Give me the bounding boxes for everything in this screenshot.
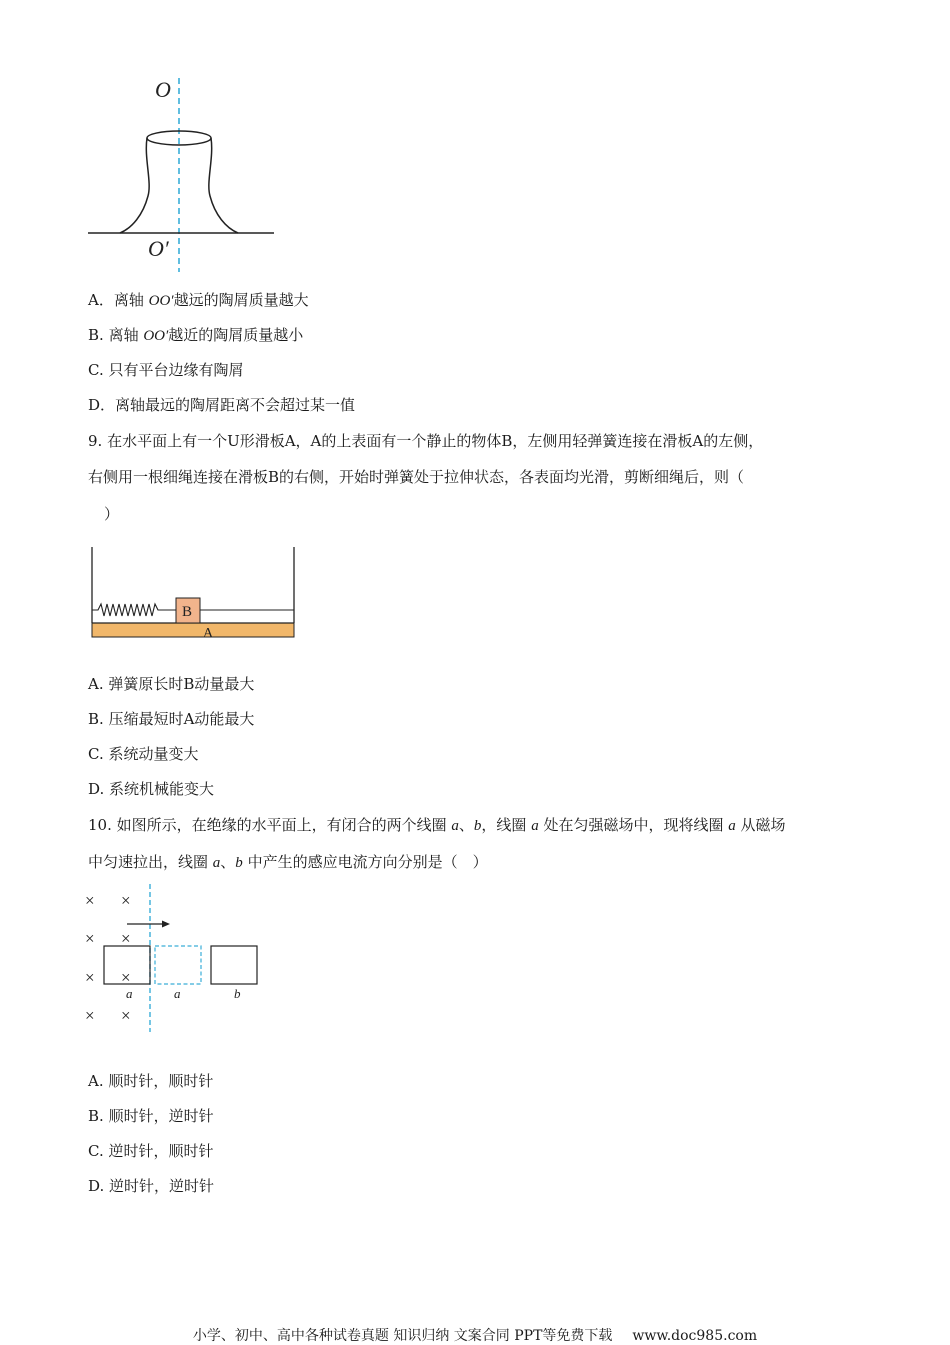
q10-stem-line1: 10. 如图所示，在绝缘的水平面上，有闭合的两个线圈 a、b，线圈 a 处在匀强磁场中，现将线圈 a 从磁场 xyxy=(88,816,786,834)
field-cross: × xyxy=(85,929,95,948)
footer-text: 小学、初中、高中各种试卷真题 知识归纳 文案合同 PPT等免费下载 xyxy=(192,1328,613,1344)
q10-option-d[interactable]: D. 逆时针，逆时针 xyxy=(88,1177,215,1195)
q9-stem-line3: ） xyxy=(104,505,120,523)
q10-option-a[interactable]: A. 顺时针，顺时针 xyxy=(88,1072,214,1090)
field-cross: × xyxy=(121,891,131,910)
board-a xyxy=(92,623,294,637)
coil-a-moved xyxy=(155,946,201,984)
q10-option-b[interactable]: B. 顺时针，逆时针 xyxy=(88,1107,214,1125)
q8-option-a[interactable]: A．离轴 OO′越远的陶屑质量越大 xyxy=(88,291,309,309)
u-board-figure xyxy=(86,543,300,643)
field-cross: × xyxy=(85,891,95,910)
q9-stem-line1: 9. 在水平面上有一个U形滑板A，A的上表面有一个静止的物体B，左侧用轻弹簧连接在滑板A的左侧， xyxy=(88,432,764,450)
coil-a-label: a xyxy=(126,986,133,1001)
q9-option-d[interactable]: D. 系统机械能变大 xyxy=(88,780,215,798)
q9-option-c[interactable]: C. 系统动量变大 xyxy=(88,745,199,763)
q9-stem-line2: 右侧用一根细绳连接在滑板B的右侧，开始时弹簧处于拉伸状态，各表面均光滑，剪断细绳后，则（ xyxy=(88,468,745,486)
q8-option-d[interactable]: D．离轴最远的陶屑距离不会超过某一值 xyxy=(88,396,356,414)
board-a-label: A xyxy=(203,626,214,641)
field-cross: × xyxy=(121,968,131,987)
q10-stem-line2: 中匀速拉出，线圈 a、b 中产生的感应电流方向分别是（ ） xyxy=(88,853,488,871)
q10-option-c[interactable]: C. 逆时针，顺时针 xyxy=(88,1142,214,1160)
pottery-wheel-figure xyxy=(80,70,290,275)
coil-a-moved-label: a xyxy=(174,986,181,1001)
label-o-prime: O′ xyxy=(148,236,169,261)
footer-url[interactable]: www.doc985.com xyxy=(632,1328,758,1344)
q8-option-c[interactable]: C. 只有平台边缘有陶屑 xyxy=(88,361,244,379)
field-cross: × xyxy=(85,968,95,987)
q8-option-b[interactable]: B. 离轴 OO′越近的陶屑质量越小 xyxy=(88,326,304,344)
q9-option-b[interactable]: B. 压缩最短时A动能最大 xyxy=(88,710,255,728)
field-cross: × xyxy=(85,1006,95,1025)
field-cross: × xyxy=(121,929,131,948)
block-b-label: B xyxy=(182,604,193,620)
magnetic-field-figure xyxy=(80,882,270,1034)
q9-option-a[interactable]: A. 弹簧原长时B动量最大 xyxy=(88,675,255,693)
field-cross: × xyxy=(121,1006,131,1025)
coil-b xyxy=(211,946,257,984)
spring xyxy=(92,604,176,616)
label-o: O xyxy=(155,77,171,102)
page-footer xyxy=(0,1325,950,1345)
coil-b-label: b xyxy=(234,986,241,1001)
velocity-arrow-head xyxy=(162,921,170,928)
